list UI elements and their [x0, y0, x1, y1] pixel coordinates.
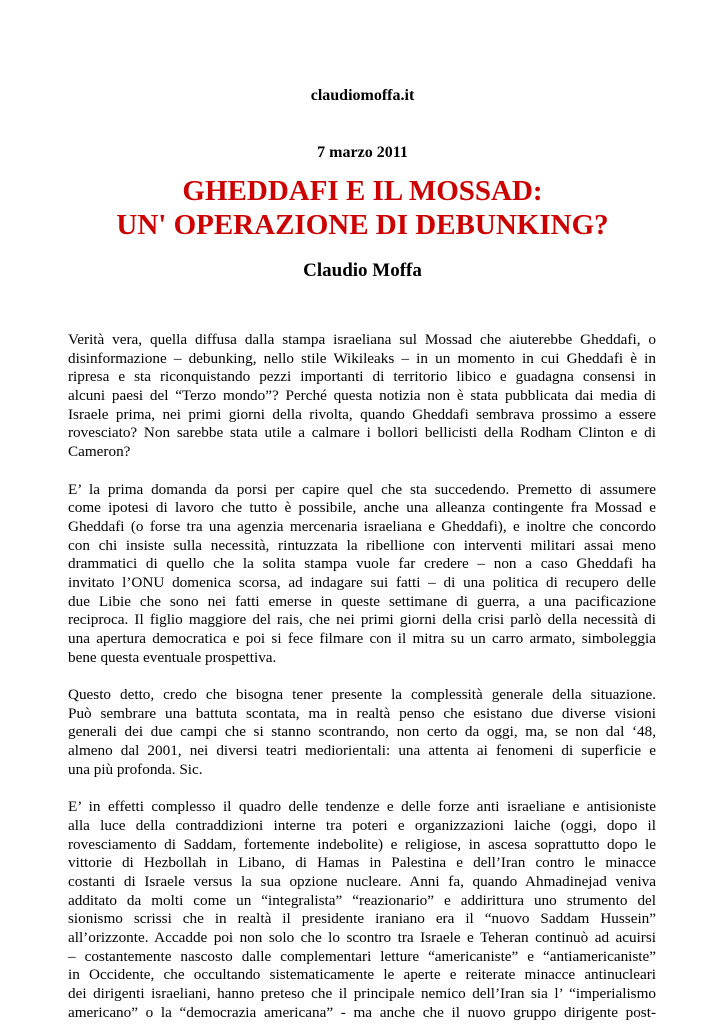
text-line: Cameron? [68, 443, 131, 461]
text-line: due Libie che sono nei fatti emerse in queste settimane di guerra, a una pacificazione [68, 592, 656, 610]
text-line: Israele prima, nei primi giorni della rivolta, quando Gheddafi sembrava prossimo a essere [68, 405, 656, 423]
title-line-1: GHEDDAFI E IL MOSSAD: [182, 175, 543, 207]
text-line: Verità vera, quella diffusa dalla stampa israeliana sul Mossad che aiuterebbe Gheddafi, o [68, 331, 656, 348]
text-line: invitato l’ONU domenica scorsa, ad indagare sui fatti – di una politica di recupero delle [68, 573, 656, 591]
publication-date: 7 marzo 2011 [317, 144, 408, 161]
text-line: in Occidente, che occultando sistematicamente le aperte e reiterate minacce antinucleari [68, 966, 656, 984]
paragraph-gap [68, 667, 656, 686]
text-line: come ipotesi di lavoro che tutto è possibile, anche una alleanza contingente fra Mossad e [68, 499, 656, 517]
paragraph-2 [68, 481, 656, 668]
text-line: Questo detto, credo che bisogna tener presente la complessità generale della situazione. [68, 686, 656, 704]
article-body [68, 331, 656, 1022]
text-line: alcuni paesi del “Terzo mondo”? Perché questa notizia non è stata pubblicata dai media di [68, 387, 656, 405]
article-title [0, 174, 725, 242]
text-line: sionismo scrissi che in realtà il presidente iraniano era il “nuovo Saddam Hussein” [68, 910, 656, 928]
text-line: una più profonda. Sic. [68, 760, 203, 778]
text-line: rovesciamento di Saddam, fortemente indebolite) e religiose, in ascesa soprattutto dopo le [68, 835, 656, 853]
site-name: claudiomoffa.it [310, 87, 415, 104]
text-line: all’orizzonte. Accadde poi non solo che lo scontro tra Israele e Teheran continuò ad acuirsi [68, 929, 656, 946]
paragraph-3 [68, 686, 656, 779]
text-line: – costantemente nascosto dalle complementari letture “americaniste” e “antiamericaniste” [68, 947, 656, 965]
text-line: drammatici di quello che la solita stampa vuole far credere – non a caso Gheddafi ha [68, 555, 656, 573]
text-line: E’ in effetti complesso il quadro delle tendenze e delle forze anti israeliane e antisioniste [68, 798, 656, 816]
text-line: Può sembrare una battuta scontata, ma in realtà penso che esistano due diverse visioni [68, 704, 656, 722]
paragraph-gap [68, 780, 656, 799]
text-line: disinformazione – debunking, nello stile Wikileaks – in un momento in cui Gheddafi è in [68, 349, 656, 367]
text-line: dei dirigenti israeliani, hanno preteso che il principale nemico dell’Iran sia l’ “imperialismo [68, 985, 656, 1003]
text-line: con chi insiste sulla necessità, rintuzzata la ribellione con interventi militari assai meno [68, 536, 656, 554]
text-line: reciproca. Il figlio maggiore del rais, che nei primi giorni della crisi parlò della necessità di [68, 611, 656, 629]
text-line: additato da molti come un “integralista” “reazionario” e addirittura uno strumento del [68, 891, 656, 909]
text-line: una apertura democratica e poi si fece filmare con il mitra su un carro armato, simboleggia [68, 630, 656, 647]
text-line: vittorie di Hezbollah in Libano, di Hamas in Palestina e dell’Iran contro le minacce [68, 854, 656, 872]
text-line: almeno dal 2001, nei diversi teatri mediorientali: una attenta ai fenomeni di superficie e [68, 742, 656, 760]
paragraph-gap [68, 462, 656, 481]
paragraph-4 [68, 798, 656, 1022]
text-line: E’ la prima domanda da porsi per capire quel che sta succedendo. Premetto di assumere [68, 480, 656, 498]
paragraph-1 [68, 331, 656, 462]
text-line: rovesciato? Non sarebbe stata utile a calmare i bollori bellicisti della Rodham Clinton e di [68, 424, 656, 442]
text-line: bene questa eventuale prospettiva. [68, 648, 277, 666]
author-name: Claudio Moffa [303, 260, 422, 281]
title-line-2: UN' OPERAZIONE DI DEBUNKING? [116, 209, 609, 241]
text-line: ripresa e sta riconquistando pezzi importanti di territorio libico e guadagna consensi in [68, 368, 656, 386]
text-line: americano” o la “democrazia americana” - ma anche che il nuovo gruppo dirigente post- [68, 1003, 656, 1021]
text-line: costanti di Israele versus la sua opzione nucleare. Anni fa, quando Ahmadinejad veniva [68, 872, 656, 890]
text-line: Gheddafi (o forse tra una agenzia mercenaria israeliana e Gheddafi), e inoltre che concordo [68, 517, 656, 535]
text-line: generali dei due campi che si stanno scontrando, non certo da oggi, ma, se non dal ‘48, [68, 723, 656, 741]
text-line: alla luce della contraddizioni interne tra poteri e organizzazioni laiche (oggi, dopo il [68, 816, 656, 834]
